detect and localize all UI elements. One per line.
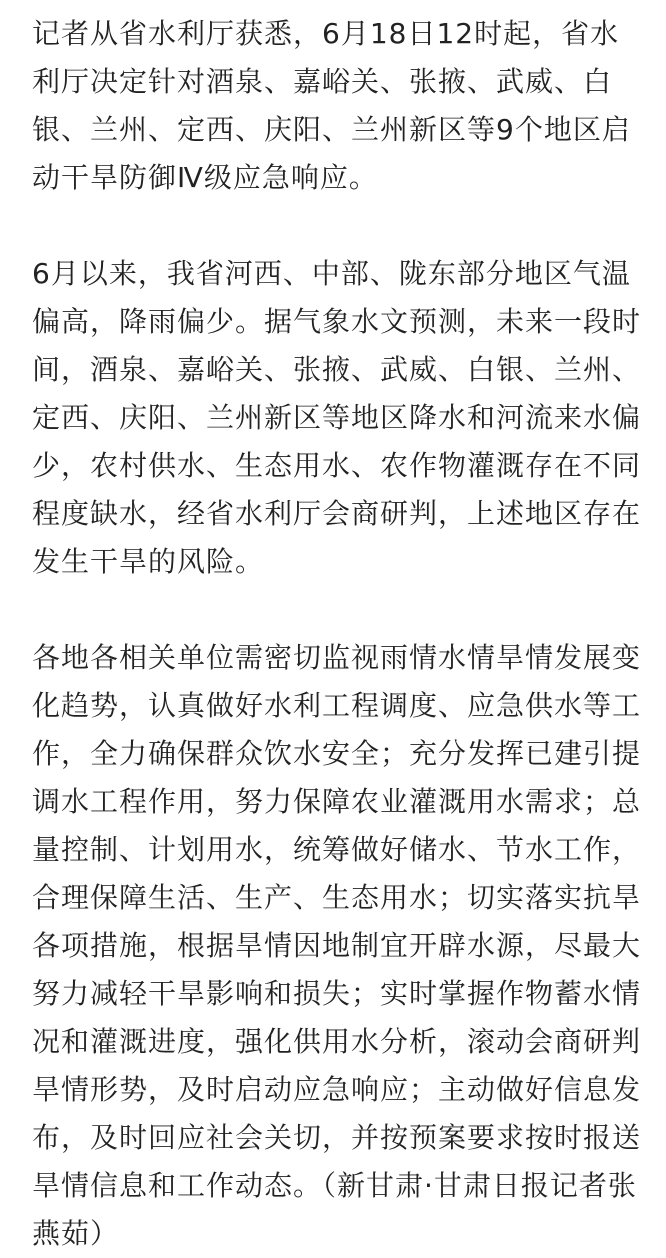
- paragraph-announcement: 记者从省水利厅获悉，6月18日12时起，省水利厅决定针对酒泉、嘉峪关、张掖、武威、白银、兰州、定西、庆阳、兰州新区等9个地区启动干旱防御Ⅳ级应急响应。: [32, 17, 631, 194]
- paragraph-measures: 各地各相关单位需密切监视雨情水情旱情发展变化趋势，认真做好水利工程调度、应急供水等工作，全力确保群众饮水安全；充分发挥已建引提调水工程作用，努力保障农业灌溉用水需求；总量控制、计划用水，统筹做好储水、节水工作，合理保障生活、生产、生态用水；切实落实抗旱各项措施，根据旱情因地制宜开辟水源，尽最大努力减轻干旱影响和损失；实时掌握作物蓄水情况和灌溉进度，强化供用水分析，滚动会商研判旱情形势，及时启动应急响应；主动做好信息发布，及时回应社会关切，并按预案要求按时报送旱情信息和工作动态。（新甘肃·甘肃日报记者张燕茹）: [32, 641, 642, 1250]
- paragraph-situation: 6月以来，我省河西、中部、陇东部分地区气温偏高，降雨偏少。据气象水文预测，未来一段时间，酒泉、嘉峪关、张掖、武威、白银、兰州、定西、庆阳、兰州新区等地区降水和河流来水偏少，农村供水、生态用水、农作物灌溉存在不同程度缺水，经省水利厅会商研判，上述地区存在发生干旱的风险。: [32, 257, 642, 578]
